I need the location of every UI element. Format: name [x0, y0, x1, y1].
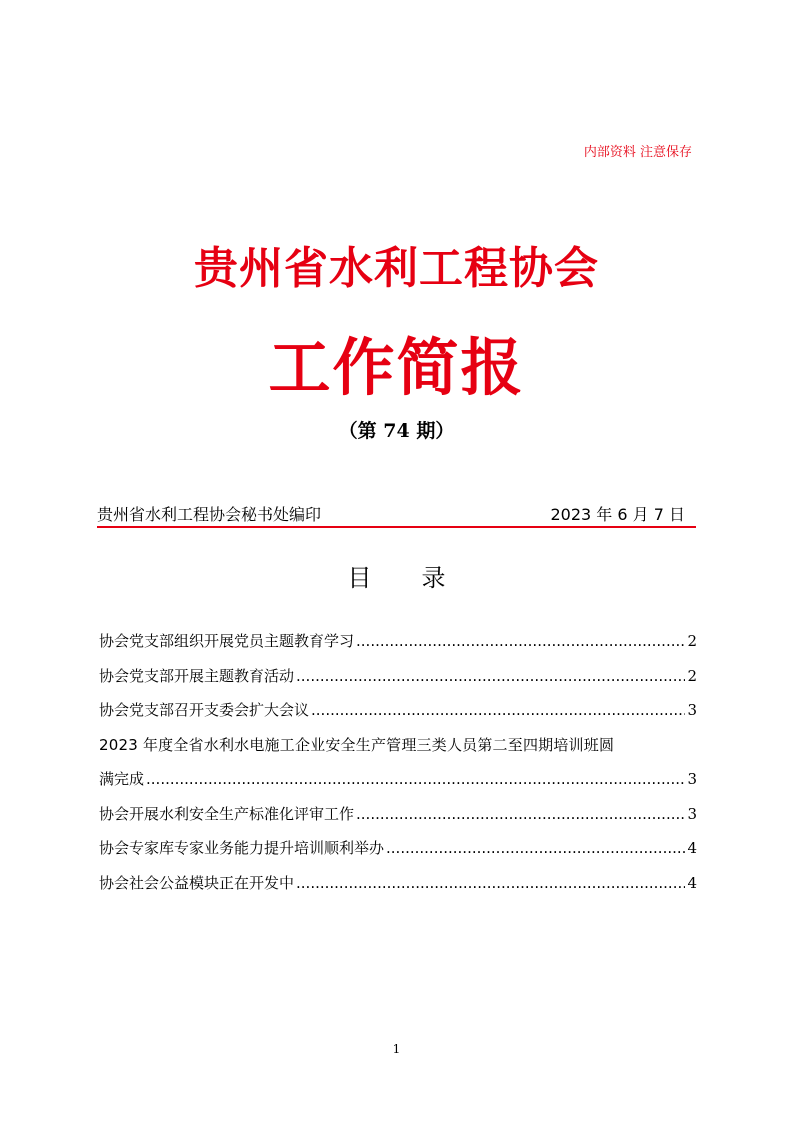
confidential-notice: 内部资料 注意保存: [583, 145, 692, 160]
toc-entry-page: 2: [687, 666, 697, 685]
toc-entry[interactable]: [99, 762, 697, 797]
dot-leader: [146, 762, 685, 797]
issue-number: （第 74 期）: [338, 420, 455, 442]
dot-leader: [356, 624, 685, 659]
dot-leader: [386, 831, 685, 866]
toc-entry-page: 3: [687, 701, 697, 719]
toc-entry-page: 4: [687, 873, 697, 892]
dot-leader: [356, 797, 685, 832]
red-divider: [97, 526, 696, 528]
toc-entry[interactable]: [99, 797, 697, 832]
toc-entry[interactable]: [99, 659, 697, 694]
toc-entry[interactable]: [99, 624, 697, 659]
toc-entry-title: 协会党支部召开支委会扩大会议: [99, 701, 310, 719]
publication-date: 2023 年 6 月 7 日: [550, 505, 685, 524]
toc-entry-title: 满完成: [99, 770, 145, 788]
table-of-contents: [99, 624, 697, 900]
toc-entry[interactable]: [99, 693, 697, 728]
dot-leader: [296, 866, 685, 901]
toc-entry-page: 4: [687, 839, 697, 857]
toc-entry-title-line1[interactable]: 2023 年度全省水利水电施工企业安全生产管理三类人员第二至四期培训班圆: [99, 735, 615, 754]
toc-entry-title: 协会社会公益模块正在开发中: [99, 873, 295, 892]
dot-leader: [296, 659, 685, 694]
toc-entry-title: 协会党支部开展主题教育活动: [99, 666, 295, 685]
organization-title: 贵州省水利工程协会: [194, 243, 599, 294]
toc-heading-part2: 录: [421, 564, 446, 592]
toc-entry[interactable]: [99, 831, 697, 866]
toc-entry-title: 协会开展水利安全生产标准化评审工作: [99, 804, 355, 823]
toc-entry-page: 3: [687, 770, 697, 788]
dot-leader: [311, 693, 685, 728]
toc-entry-page: 3: [687, 804, 697, 823]
toc-heading: [0, 558, 793, 593]
page-number: 1: [392, 1042, 401, 1056]
publication-info: [97, 502, 693, 526]
bulletin-title: 工作简报: [268, 331, 525, 404]
toc-entry-title: 协会专家库专家业务能力提升培训顺利举办: [99, 839, 385, 857]
editor-line: 贵州省水利工程协会秘书处编印: [97, 505, 322, 524]
toc-entry-title: 协会党支部组织开展党员主题教育学习: [99, 632, 355, 650]
toc-entry-page: 2: [687, 632, 697, 650]
toc-entry[interactable]: [99, 866, 697, 901]
toc-heading-part1: 目: [347, 564, 372, 592]
